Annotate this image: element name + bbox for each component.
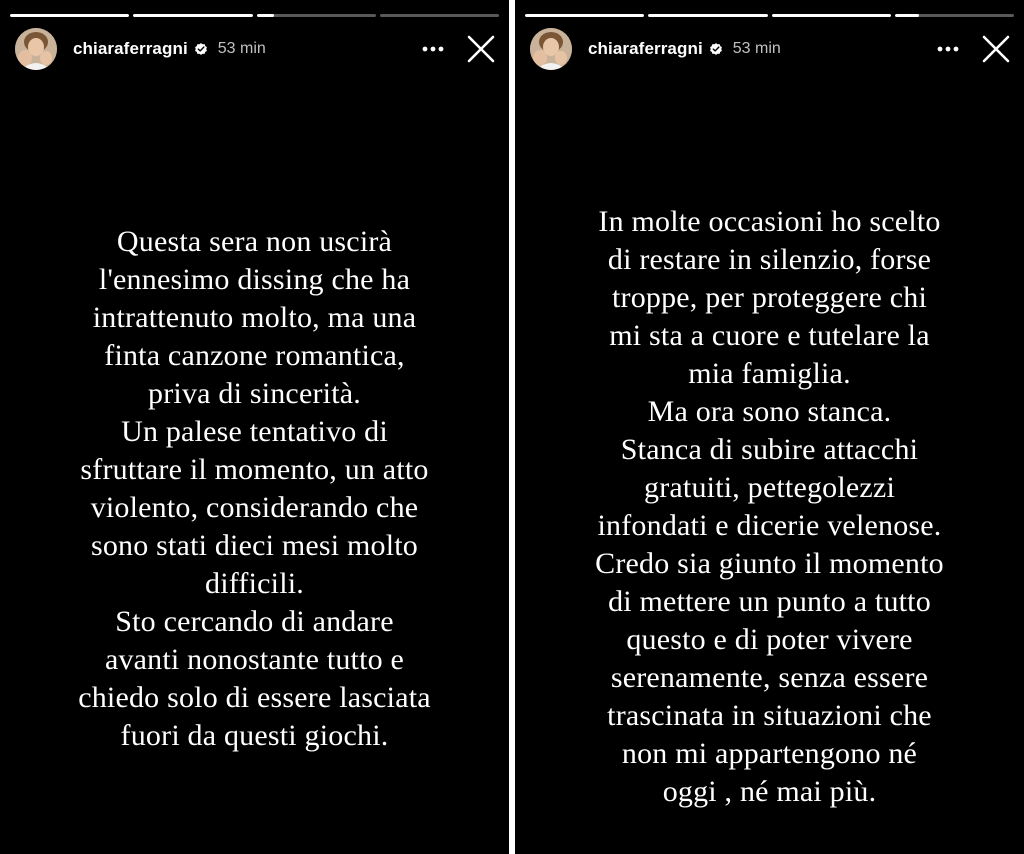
- verified-badge-icon: [709, 42, 723, 56]
- progress-bar: [525, 14, 644, 17]
- verified-badge-icon: [194, 42, 208, 56]
- close-icon: [982, 35, 1010, 63]
- progress-bar: [133, 14, 252, 17]
- story-header: [15, 28, 497, 70]
- progress-bar: [772, 14, 891, 17]
- close-icon: [467, 35, 495, 63]
- story-panel-right[interactable]: [515, 0, 1024, 854]
- story-text: In molte occasioni ho scelto di restare in silenzio, forse troppe, per proteggere chi mi sta a cuore e tutelare la mia famiglia. Ma ora sono stanca. Stanca di subire attacchi gratuiti, pettegolezzi infondati e dicerie velenose. Credo sia giunto il momento di mettere un punto a tutto questo e di poter vivere serenamente, senza essere trascinata in situazioni che non mi appartengono né oggi , né mai più.: [595, 205, 944, 808]
- story-progress-bars: [10, 14, 499, 17]
- avatar[interactable]: [15, 28, 57, 70]
- more-options-icon: [937, 46, 959, 52]
- close-button[interactable]: [980, 33, 1012, 65]
- username[interactable]: chiaraferragni: [588, 39, 703, 58]
- progress-bar: [380, 14, 499, 17]
- story-panel-left[interactable]: [0, 0, 509, 854]
- more-options-icon: [422, 46, 444, 52]
- username[interactable]: chiaraferragni: [73, 39, 188, 58]
- timestamp: 53 min: [732, 40, 781, 57]
- timestamp: 53 min: [217, 40, 266, 57]
- more-options-button[interactable]: [934, 35, 962, 63]
- story-header: [530, 28, 1012, 70]
- progress-bar: [257, 14, 376, 17]
- progress-bar: [895, 14, 1014, 17]
- story-text: Questa sera non uscirà l'ennesimo dissing che ha intrattenuto molto, ma una finta canzone romantica, priva di sincerità. Un palese tentativo di sfruttare il momento, un atto violento, considerando che sono stati dieci mesi molto difficili. Sto cercando di andare avanti nonostante tutto e chiedo solo di essere lasciata fuori da questi giochi.: [78, 225, 431, 752]
- progress-bar: [10, 14, 129, 17]
- progress-bar: [648, 14, 767, 17]
- more-options-button[interactable]: [419, 35, 447, 63]
- story-progress-bars: [525, 14, 1014, 17]
- avatar[interactable]: [530, 28, 572, 70]
- close-button[interactable]: [465, 33, 497, 65]
